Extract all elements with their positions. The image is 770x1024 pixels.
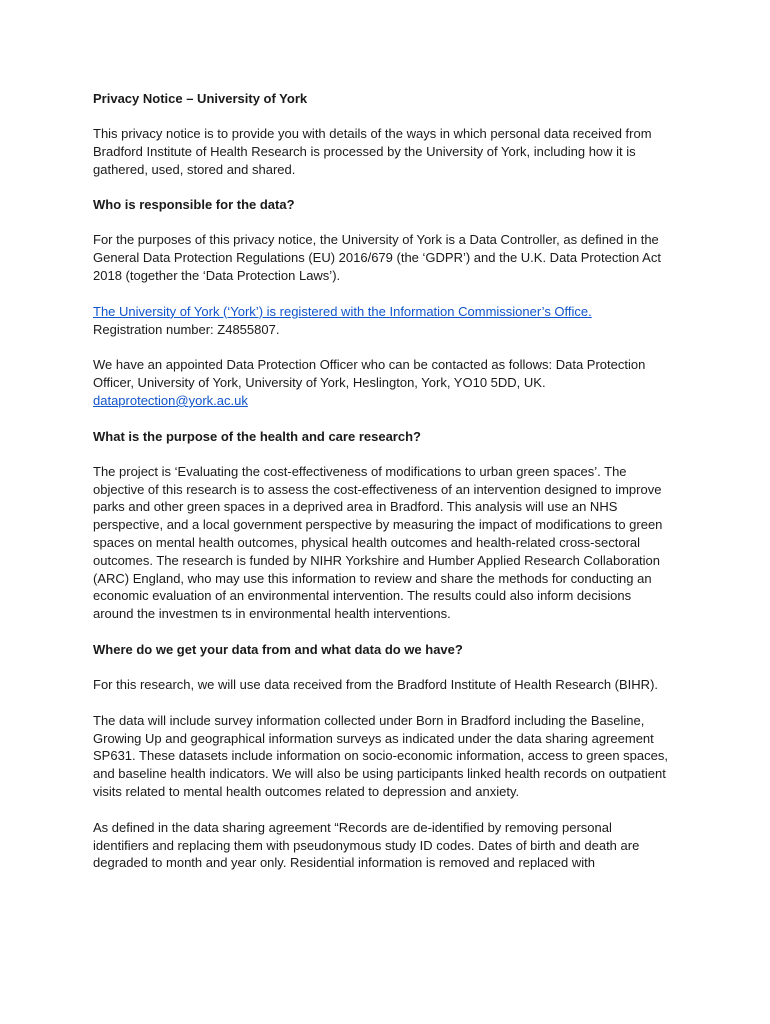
deidentification-paragraph: As defined in the data sharing agreement “Records are de-identified by removing personal identifiers and replacing them with pseudonymous study ID codes. Dates of birth and death are degraded to month and year only. Residential information is removed and replaced with [93,819,640,871]
dpo-contact-text: We have an appointed Data Protection Officer who can be contacted as follows: Data Protection Officer, University of York, University of York, Heslington, York, YO10 5DD, UK. [93,357,646,391]
section-heading-purpose: What is the purpose of the health and care research? [93,428,421,444]
data-source-paragraph: For this research, we will use data received from the Bradford Institute of Health Research (BIHR). [93,676,659,692]
dpo-email-link[interactable]: dataprotection@york.ac.uk [93,392,248,408]
intro-paragraph: This privacy notice is to provide you with details of the ways in which personal data received from Bradford Institute of Health Research is processed by the University of York, including how it is gathered, used, stored and shared. [93,126,652,177]
registration-paragraph [93,303,668,339]
ico-registration-link[interactable]: The University of York (‘York’) is registered with the Information Commissioner’s Office. [93,303,592,319]
document-page [93,90,668,890]
registration-number: Registration number: Z4855807. [93,321,280,337]
section-heading-data-source: Where do we get your data from and what data do we have? [93,641,463,657]
section-heading-responsible: Who is responsible for the data? [93,197,295,213]
data-content-paragraph: The data will include survey information collected under Born in Bradford including the Baseline, Growing Up and geographical information surveys as indicated under the data sharing agreement SP631. These datasets include information on socio-economic information, access to green spaces, and baseline health indicators. We will also be using participants linked health records on outpatient visits related to mental health outcomes related to depression and anxiety. [93,712,668,799]
document-title: Privacy Notice – University of York [93,91,308,106]
purpose-paragraph: The project is ‘Evaluating the cost-effectiveness of modifications to urban green spaces’. The objective of this research is to assess the cost-effectiveness of an intervention designed to improve parks and other green spaces in a deprived area in Bradford. This analysis will use an NHS perspective, and a local government perspective by measuring the impact of modifications to green spaces on mental health outcomes, physical health outcomes and health-related cross-sectoral outcomes. The research is funded by NIHR Yorkshire and Humber Applied Research Collaboration (ARC) England, who may use this information to review and share the methods for conducting an economic evaluation of an environmental intervention. The results could also inform decisions around the investmen ts in environmental health interventions. [93,463,663,622]
dpo-paragraph [93,356,668,409]
responsible-paragraph: For the purposes of this privacy notice, the University of York is a Data Controller, as defined in the General Data Protection Regulations (EU) 2016/679 (the ‘GDPR’) and the U.K. Data Protection Act 2018 (together the ‘Data Protection Laws’). [93,232,661,283]
